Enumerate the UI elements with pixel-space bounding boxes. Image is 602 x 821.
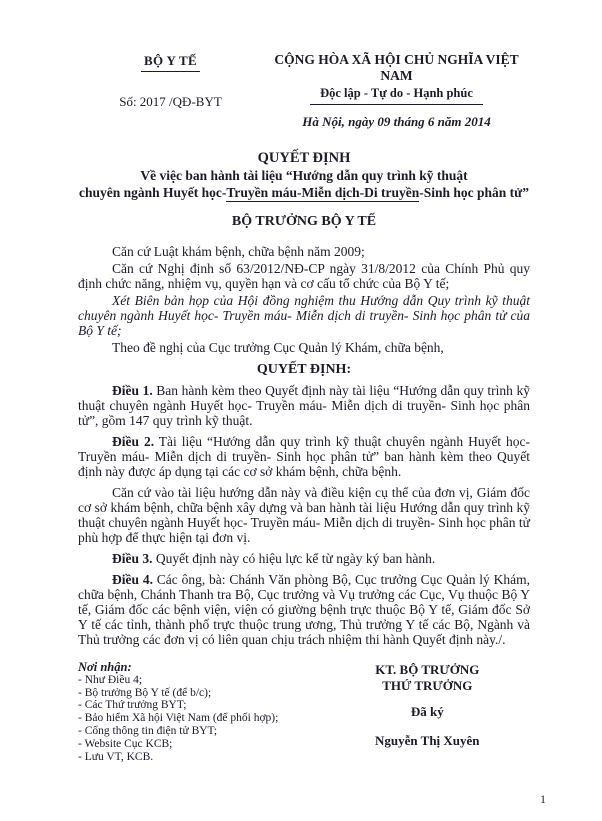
page-number: 1: [540, 792, 546, 806]
recipient-item: - Bảo hiểm Xã hội Việt Nam (để phối hợp);: [78, 712, 279, 725]
recipients-label: Nơi nhận:: [78, 660, 132, 674]
document-title: QUYẾT ĐỊNH: [257, 150, 351, 166]
document-footer: [78, 661, 530, 763]
recipient-item: - Website Cục KCB;: [78, 737, 173, 750]
subtitle-suffix: -Sinh học phân tử”: [419, 185, 530, 200]
document-body: [78, 244, 530, 647]
recipient-item: - Các Thứ trưởng BYT;: [78, 699, 187, 712]
signature-block: [325, 661, 530, 763]
article-label: Điều 1.: [112, 383, 153, 398]
place-and-date: Hà Nội, ngày 09 tháng 6 năm 2014: [302, 114, 491, 129]
article-paragraph: Điều 1. Ban hành kèm theo Quyết định này tài liệu “Hướng dẫn quy trình kỹ thuật chuyên ngành Huyết học- Truyền máu- Miễn dịch di truyền- Sinh học phân tử”, gồm 147 quy trình kỹ thuật.: [78, 383, 531, 428]
articles: [78, 383, 530, 647]
national-motto: Độc lập - Tự do - Hạnh phúc: [310, 86, 483, 105]
recipients-block: [78, 661, 325, 763]
recipient-item: - Lưu VT, KCB.: [78, 750, 154, 763]
recipient-item: - Bộ trưởng Bộ Y tế (để b/c);: [78, 686, 212, 699]
issuing-org-block: [78, 52, 263, 130]
signer-title-line2: THỨ TRƯỞNG: [382, 678, 473, 693]
document-number: Số: 2017 /QĐ-BYT: [119, 94, 222, 109]
article-paragraph: Điều 4. Các ông, bà: Chánh Văn phòng Bộ, Cục trưởng Cục Quản lý Khám, chữa bệnh, Chánh Thanh tra Bộ, Cục trưởng và Vụ trưởng các Cục, Vụ thuộc Bộ Y tế, Giám đốc các bệnh viện, viện có giường bệnh trực thuộc Bộ Y tế, Giám đốc Sở Y tế các tỉnh, thành phố trực thuộc trung ương, Thủ trưởng Y tế các Bộ, Ngành và Thủ trưởng các đơn vị có liên quan chịu trách nhiệm thi hành Quyết định này./.: [78, 572, 530, 647]
signer-name: Nguyễn Thị Xuyên: [375, 733, 480, 748]
recipients-list: [78, 674, 325, 764]
article-paragraph: Điều 2. Tài liệu “Hướng dẫn quy trình kỹ thuật chuyên ngành Huyết học- Truyền máu- Miễn dịch di truyền- Sinh học phân tử” ban hành kèm theo Quyết định này được áp dụng tại các cơ sở khám bệnh, chữa bệnh.: [78, 434, 531, 479]
article-label: Điều 4.: [112, 572, 153, 587]
preamble-paragraph: Căn cứ Nghị định số 63/2012/NĐ-CP ngày 31/8/2012 của Chính Phủ quy định chức năng, nhiệm vụ, quyền hạn và cơ cấu tổ chức của Bộ Y tế;: [78, 261, 530, 291]
issuing-authority: BỘ TRƯỞNG BỘ Y TẾ: [231, 214, 377, 229]
article-paragraph: Điều 3. Quyết định này có hiệu lực kể từ ngày ký ban hành.: [112, 551, 436, 566]
subtitle-underlined-segment: Truyền máu-Miễn dịch-Di truyền: [226, 185, 420, 200]
signer-title-line1: KT. BỘ TRƯỞNG: [375, 662, 480, 677]
issuing-org-name: BỘ Y TẾ: [141, 53, 200, 72]
subtitle-prefix: chuyên ngành Huyết học-: [78, 185, 227, 200]
document-header: [78, 52, 530, 130]
article-label: Điều 3.: [112, 551, 153, 566]
article-label: Điều 2.: [112, 434, 155, 449]
decree-heading: QUYẾT ĐỊNH:: [256, 362, 352, 377]
preamble: [78, 244, 530, 355]
title-block: [78, 150, 530, 230]
preamble-paragraph: Theo đề nghị của Cục trưởng Cục Quản lý Khám, chữa bệnh,: [112, 340, 444, 355]
national-title: CỘNG HÒA XÃ HỘI CHỦ NGHĨA VIỆT NAM: [274, 52, 519, 83]
signed-note: Đã ký: [410, 704, 444, 719]
recipient-item: - Như Điều 4;: [78, 673, 143, 686]
national-header-block: [263, 52, 530, 130]
recipient-item: - Cổng thông tin điện tử BYT;: [78, 724, 218, 737]
document-subtitle-line2: [78, 184, 530, 201]
preamble-paragraph: Căn cứ Luật khám bệnh, chữa bệnh năm 2009;: [112, 244, 365, 259]
article-paragraph: Căn cứ vào tài liệu hướng dẫn này và điều kiện cụ thể của đơn vị, Giám đốc cơ sở khám bệnh, chữa bệnh xây dựng và ban hành tài liệu Hướng dẫn quy trình kỹ thuật chuyên ngành Huyết học- Truyền máu- Miễn dịch di truyền- Sinh học phân tử phù hợp để thực hiện tại đơn vị.: [78, 485, 530, 545]
document-subtitle-line1: Về việc ban hành tài liệu “Hướng dẫn quy trình kỹ thuật: [140, 168, 468, 183]
preamble-paragraph: Xét Biên bản họp của Hội đồng nghiệm thu Hướng dẫn Quy trình kỹ thuật chuyên ngành Huyết học- Truyền máu- Miễn dịch di truyền- Sinh học phân tử của Bộ Y tế;: [78, 293, 530, 338]
